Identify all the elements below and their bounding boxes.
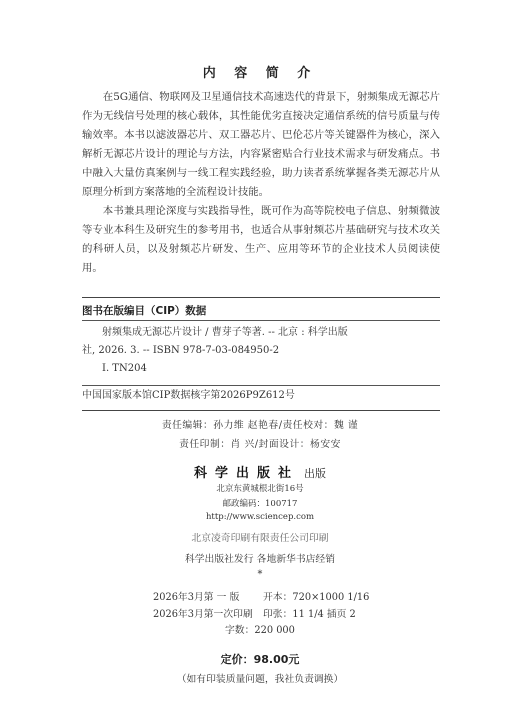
cip-lower-rule (82, 385, 440, 386)
word-count: 字数：220 000 (225, 625, 295, 636)
cip-heading: 图书在版编目（CIP）数据 (82, 305, 207, 317)
separator-star: * (257, 569, 263, 580)
publisher-address: 北京东黄城根北街16号 (216, 484, 304, 494)
quality-notice: （如有印装质量问题，我社负责调换） (176, 674, 344, 685)
cip-top-rule (82, 297, 440, 298)
cip-block (82, 303, 440, 318)
cip-line-4: 中国国家版本馆CIP数据核字第2026P9Z612号 (82, 390, 295, 401)
cip-line-1: 射频集成无源芯片设计 / 曹芽子等著. -- 北京 : 科学出版 (102, 327, 348, 338)
page-title: 内 容 简 介 (202, 66, 318, 81)
cip-line-3: Ⅰ. TN204 (102, 363, 147, 374)
price: 定价：98.00元 (220, 653, 300, 666)
cip-record-number (82, 387, 440, 405)
print-date: 2026年3月第一次印刷 (153, 609, 253, 620)
credits-line-1: 责任编辑：孙力维 赵艳春/责任校对：魏 谨 (161, 420, 359, 431)
summary-paragraph-2: 本书兼具理论深度与实践指导性，既可作为高等院校电子信息、射频微波等专业本科生及研究生的参考用书，也适合从事射频芯片基础研究与技术攻关的科研人员，以及射频芯片研发、生产、应用等环节的企业技术人员阅读使用。 (82, 205, 440, 274)
edition-date: 2026年3月第 一 版 (153, 592, 240, 603)
format-size: 开本：720×1000 1/16 (263, 592, 370, 603)
print-sheets: 印张：11 1/4 插页 2 (263, 609, 356, 620)
distribution-info: 科学出版社发行 各地新华书店经销 (184, 554, 336, 565)
publisher-suffix: 出版 (304, 467, 327, 480)
summary (82, 88, 440, 278)
publisher-logo: 科学出版社 (193, 466, 299, 481)
publisher-mark (0, 462, 520, 481)
cip-record (82, 324, 440, 378)
cip-mid-rule (82, 320, 440, 321)
publisher-website: http://www.sciencep.com (205, 512, 315, 522)
cip-bottom-rule (82, 410, 440, 411)
printer-info: 北京凌奇印刷有限责任公司印刷 (191, 533, 329, 544)
publisher-postcode: 邮政编码：100717 (222, 499, 298, 509)
credits-line-2: 责任印制：肖 兴/封面设计：杨安安 (179, 439, 341, 450)
summary-paragraph-1: 在5G通信、物联网及卫星通信技术高速迭代的背景下，射频集成无源芯片作为无线信号处理的核心载体，其性能优劣直接决定通信系统的信号质量与传输效率。本书以滤波器芯片、双工器芯片、巴伦芯片等关键器件为核心，深入解析无源芯片设计的理论与方法，内容紧密贴合行业技术需求与研发痛点。书中融入大量仿真案例与一线工程实践经验，助力读者系统掌握各类无源芯片从原理分析到方案落地的全流程设计技能。 (82, 91, 440, 198)
cip-line-2: 社, 2026. 3. -- ISBN 978-7-03-084950-2 (82, 345, 280, 356)
